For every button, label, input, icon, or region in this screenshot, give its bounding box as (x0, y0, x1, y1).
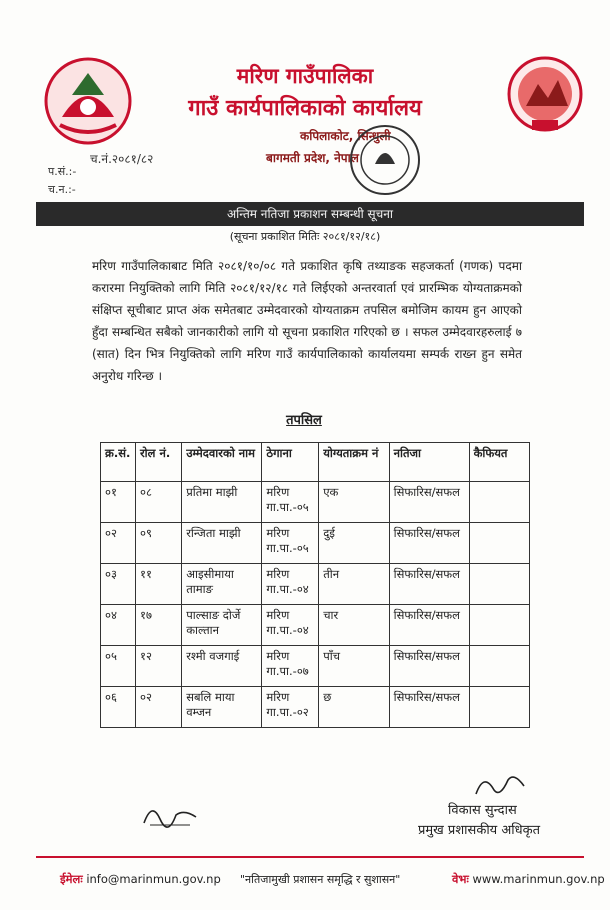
table-cell: १२ (135, 646, 181, 687)
table-cell: सिफारिस/सफल (389, 687, 469, 728)
table-cell: ०६ (101, 687, 136, 728)
municipality-logo-icon (506, 48, 584, 140)
reference-number: च.नं.२०८१/८२ (90, 152, 154, 166)
table-cell: मरिण गा.पा.-०२ (262, 687, 319, 728)
column-header: क्र.सं. (101, 443, 136, 482)
table-cell: ११ (135, 564, 181, 605)
table-cell: छ (319, 687, 389, 728)
table-cell (469, 482, 529, 523)
table-cell: सिफारिस/सफल (389, 646, 469, 687)
table-cell: रश्मी वजगाई (182, 646, 262, 687)
table-cell: मरिण गा.पा.-०५ (262, 482, 319, 523)
table-cell: तीन (319, 564, 389, 605)
table-cell: ०९ (135, 523, 181, 564)
table-cell: रन्जिता माझी (182, 523, 262, 564)
notice-body: मरिण गाउँपालिकाबाट मिति २०८१/१०/०८ गते प्रकाशित कृषि तथ्याङक सहजकर्ता (गणक) पदमा करारमा नियुक्तिको लागि मिति २०८१/१२/१८ गते लिईएको अन्तरवार्ता एवं प्रारम्भिक योग्यताक्रमको संक्षिप्त सूचीबाट प्राप्त अंक समेतबाट उम्मेदवारको योग्यताक्रम तपसिल बमोजिम कायम हुन आएको हुँदा सम्बन्धित सबैको जानकारीको लागि यो सूचना प्रकाशित गरिएको छ । सफल उम्मेदवारहरुलाई ७ (सात) दिन भित्र नियुक्तिको लागि मरिण गाउँ कार्यपालिकाको कार्यालयमा सम्पर्क राख्न हुन समेत अनुरोध गरिन्छ । (92, 259, 522, 383)
address-line-1: कपिलाकोट, सिन्धुली (300, 129, 391, 143)
table-cell: ०८ (135, 482, 181, 523)
schedule-heading: तपसिल (286, 413, 322, 428)
signatory-name: विकास सुन्दास (448, 803, 517, 818)
email-label: ईमेलः (60, 872, 83, 886)
table-cell: मरिण गा.पा.-०४ (262, 605, 319, 646)
table-header-row (101, 443, 530, 482)
table-cell: पाल्साङ दोर्जे काल्तान (182, 605, 262, 646)
website-link[interactable]: www.marinmun.gov.np (472, 872, 605, 886)
reference-label: प.सं.:- (48, 165, 77, 178)
table-cell: सबलि माया वम्जन (182, 687, 262, 728)
footer-email (60, 872, 221, 887)
table-cell: मरिण गा.पा.-०४ (262, 564, 319, 605)
website-label: वेभः (452, 872, 469, 886)
signature-right-icon (470, 768, 530, 804)
table-cell: दुई (319, 523, 389, 564)
table-cell: सिफारिस/सफल (389, 523, 469, 564)
table-cell: १७ (135, 605, 181, 646)
table-cell: चार (319, 605, 389, 646)
table-cell (469, 646, 529, 687)
column-header: कैफियत (469, 443, 529, 482)
table-cell: प्रतिमा माझी (182, 482, 262, 523)
signatory-title: प्रमुख प्रशासकीय अधिकृत (418, 823, 541, 838)
table-cell: आइसीमाया तामाङ (182, 564, 262, 605)
table-row (101, 646, 530, 687)
table-cell: सिफारिस/सफल (389, 605, 469, 646)
dispatch-label: च.न.:- (48, 183, 76, 196)
email-link[interactable]: info@marinmun.gov.np (86, 872, 221, 886)
column-header: नतिजा (389, 443, 469, 482)
table-row (101, 482, 530, 523)
table-cell: ०१ (101, 482, 136, 523)
table-cell: मरिण गा.पा.-०५ (262, 523, 319, 564)
table-row (101, 687, 530, 728)
notice-title: अन्तिम नतिजा प्रकाशन सम्बन्धी सूचना (226, 207, 393, 221)
nepal-emblem-icon (42, 55, 134, 147)
column-header: रोल नं. (135, 443, 181, 482)
address-line-2: बागमती प्रदेश, नेपाल (266, 151, 359, 165)
office-name: गाउँ कार्यपालिकाको कार्यालय (188, 96, 422, 121)
table-cell: पाँच (319, 646, 389, 687)
table-cell (469, 605, 529, 646)
table-cell: ०४ (101, 605, 136, 646)
signature-left-icon (140, 795, 200, 835)
column-header: ठेगाना (262, 443, 319, 482)
results-table (100, 442, 530, 728)
table-row (101, 564, 530, 605)
table-cell (469, 687, 529, 728)
office-stamp-icon (345, 120, 425, 200)
column-header: योग्यताक्रम नं (319, 443, 389, 482)
table-cell: मरिण गा.पा.-०७ (262, 646, 319, 687)
table-cell: सिफारिस/सफल (389, 564, 469, 605)
table-cell (469, 523, 529, 564)
table-cell: ०२ (101, 523, 136, 564)
notice-banner (36, 202, 584, 226)
column-header: उम्मेदवारको नाम (182, 443, 262, 482)
table-cell: ०२ (135, 687, 181, 728)
footer-divider (36, 856, 584, 858)
table-row (101, 605, 530, 646)
footer-website (452, 872, 605, 887)
table-cell: ०५ (101, 646, 136, 687)
table-row (101, 523, 530, 564)
published-date: (सूचना प्रकाशित मितिः २०८१/१२/१८) (229, 230, 381, 243)
footer-slogan: "नतिजामुखी प्रशासन समृद्धि र सुशासन" (240, 873, 401, 886)
municipality-name: मरिण गाउँपालिका (236, 64, 374, 88)
table-cell (469, 564, 529, 605)
table-cell: सिफारिस/सफल (389, 482, 469, 523)
table-cell: एक (319, 482, 389, 523)
table-cell: ०३ (101, 564, 136, 605)
